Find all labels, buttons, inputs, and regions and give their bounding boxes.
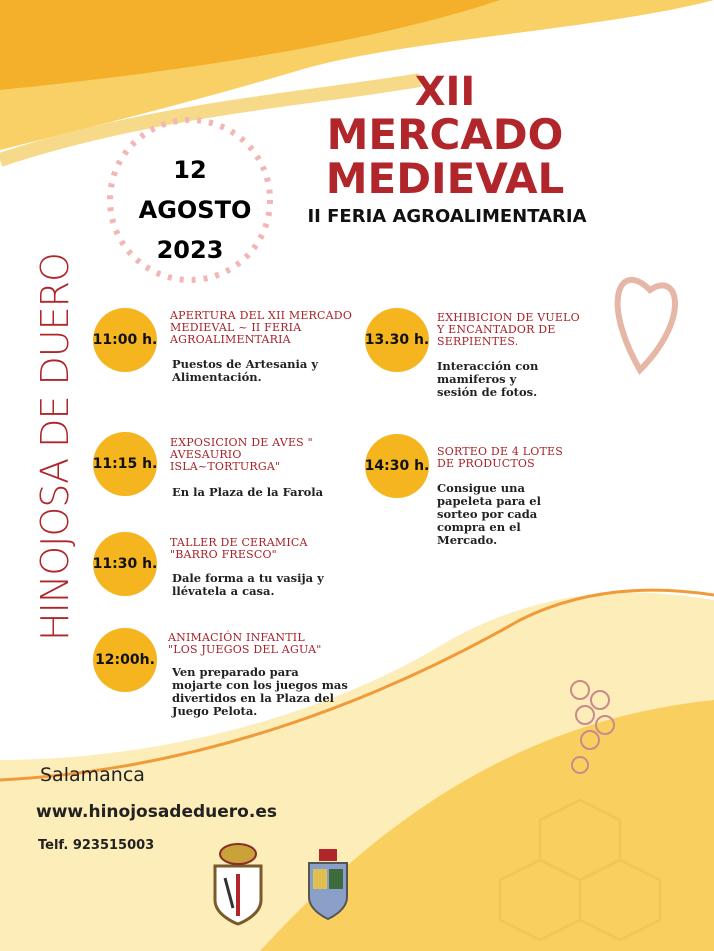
event-description: Ven preparado para mojarte con los juegos mas divertidos en la Plaza del Juego Pelota.: [172, 665, 348, 718]
event-description: Puestos de Artesania y Alimentación.: [172, 357, 319, 384]
time-badge: 12:00h.: [93, 628, 157, 692]
event-description: Interacción con mamiferos y sesión de fotos.: [437, 359, 539, 399]
town-name-vertical: HINOJOSA DE DUERO: [33, 253, 77, 641]
event-description: Consigue una papeleta para el sorteo por cada compra en el Mercado.: [437, 481, 541, 547]
date-month: AGOSTO: [138, 196, 252, 224]
event-description: Dale forma a tu vasija y llévatela a casa.: [172, 571, 324, 598]
time-badge: 13.30 h.: [365, 308, 429, 372]
event-title: EXHIBICION DE VUELO Y ENCANTADOR DE SERPIENTES.: [437, 311, 580, 348]
province: Salamanca: [40, 764, 145, 786]
town-coat-of-arms: [205, 838, 271, 928]
title-edition: XII: [414, 69, 476, 115]
region-coat-of-arms: [305, 845, 351, 923]
hearts-decoration: [618, 280, 675, 370]
time-badge: 11:15 h.: [93, 432, 157, 496]
subtitle: II FERIA AGROALIMENTARIA: [307, 206, 587, 227]
date-day: 12: [173, 156, 207, 184]
event-title: EXPOSICION DE AVES " AVESAURIO ISLA~TORTURGA": [170, 436, 313, 473]
title-mercado: MERCADO: [326, 110, 564, 159]
event-title: TALLER DE CERAMICA "BARRO FRESCO": [170, 536, 308, 561]
phone: Telf. 923515003: [38, 838, 155, 853]
title-medieval: MEDIEVAL: [325, 154, 565, 203]
event-title: ANIMACIÓN INFANTIL "LOS JUEGOS DEL AGUA": [168, 631, 322, 656]
website-link[interactable]: www.hinojosadeduero.es: [36, 802, 277, 822]
time-badge: 11:30 h.: [93, 532, 157, 596]
date-year: 2023: [156, 236, 224, 264]
event-title: APERTURA DEL XII MERCADO MEDIEVAL ~ II FERIA AGROALIMENTARIA: [170, 309, 353, 346]
time-badge: 11:00 h.: [93, 308, 157, 372]
event-description: En la Plaza de la Farola: [172, 485, 324, 499]
time-badge: 14:30 h.: [365, 434, 429, 498]
event-title: SORTEO DE 4 LOTES DE PRODUCTOS: [437, 445, 563, 470]
